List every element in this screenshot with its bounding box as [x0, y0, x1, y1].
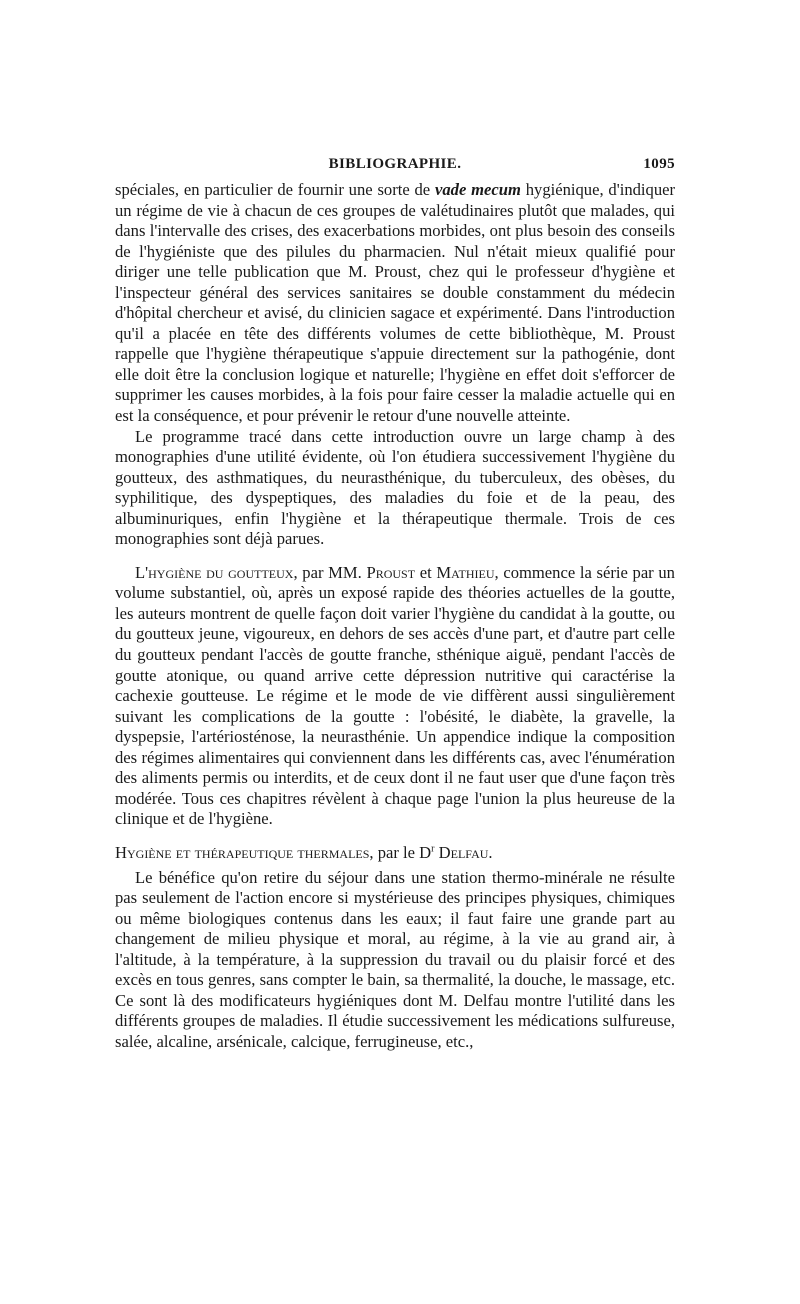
author-name: Delfau	[438, 842, 489, 862]
running-head	[115, 156, 675, 180]
text-run: , par le D	[369, 842, 432, 862]
text-run: .	[488, 842, 493, 862]
emphasis-vade-mecum: vade mecum	[435, 180, 521, 199]
review-hygiene-goutteux	[115, 563, 675, 830]
paragraph-thermales: Le bénéfice qu'on retire du séjour dans une station thermo-minérale ne résulte pas seulement de l'action encore si mystérieuse des principes physiques, chimiques ou même biologiques contenus dans les eaux; il faut faire une grande part au changement de milieu physique et moral, au régime, à la vie au grand air, à l'altitude, à la température, à la suppression du travail ou du plaisir forcé et des excès en tous genres, sans compter le bain, sa thermalité, la douche, le massage, etc. Ce sont là des modificateurs hygiéniques dont M. Delfau montre l'utilité dans les différents groupes de maladies. Il étudie successivement les médications sulfureuse, salée, alcaline, arsénicale, calcique, ferrugineuse, etc.,	[115, 867, 675, 1051]
paragraph-programme: Le programme tracé dans cette introduction ouvre un large champ à des monographies d'une utilité évidente, où l'on étudiera successivement l'hygiène du goutteux, des asthmatiques, du neurasthénique, du tuberculeux, des obèses, du syphilitique, des dyspeptiques, des maladies du foie et de la peau, des albuminuriques, enfin l'hygiène et la thérapeutique thermale. Trois de ces monographies sont déjà parues.	[115, 426, 675, 549]
review-heading-thermales	[115, 843, 675, 864]
text-run: et	[415, 562, 437, 582]
running-title: BIBLIOGRAPHIE.	[328, 156, 462, 172]
superscript: r	[431, 843, 435, 855]
author-name: Mathieu	[436, 562, 495, 582]
paragraph-continuation	[115, 180, 675, 427]
book-title: L'hygiène du goutteux	[135, 562, 294, 582]
text-run: , commence la série par un volume substantiel, où, après un exposé rapide des théories actuelles de la goutte, les auteurs montrent de quelle façon doit varier l'hygiène du candidat à la goutte, ou du goutteux jeune, vigoureux, en dehors de ses accès d'une part, et d'autre part celle du goutteux pendant l'accès de goutte franche, sthénique aiguë, pendant l'accès de goutte atonique, ou quand arrive cette dépression nutritive qui caractérise la cachexie goutteuse. Le régime et le mode de vie diffèrent aussi singulièrement suivant les complications de la goutte : l'obésité, le diabète, la gravelle, la dyspepsie, l'artériosténose, la neurasthénie. Un appendice indique la composition des régimes alimentaires qui conviennent dans les différents cas, avec l'énumération des aliments permis ou interdits, et de ceux dont il ne faut user que d'une façon très modérée. Tous ces chapitres révèlent à chaque page l'union la plus heureuse de la clinique et de l'hygiène.	[115, 562, 675, 829]
text-run: spéciales, en particulier de fournir une sorte de	[115, 180, 435, 199]
author-name: Proust	[366, 562, 416, 582]
page-number: 1095	[643, 156, 675, 172]
book-page	[115, 156, 675, 1052]
body-text	[115, 180, 675, 1052]
text-run: , par MM.	[293, 562, 367, 582]
text-run: hygiénique, d'indiquer un régime de vie à chacun de ces groupes de valétudinaires plutôt que malades, qui dans l'intervalle des crises, des exacerbations morbides, ont plus besoin des conseils de l'hygiéniste que des pilules du pharmacien. Nul n'était mieux qualifié pour diriger une telle publication que M. Proust, chez qui le professeur d'hygiène et l'inspecteur général des services sanitaires se double constamment du médecin d'hôpital chercheur et avisé, du clinicien sagace et expérimenté. Dans l'introduction qu'il a placée en tête des différents volumes de cette bibliothèque, M. Proust rappelle que l'hygiène thérapeutique s'appuie directement sur la pathogénie, dont elle doit être la conclusion logique et naturelle; l'hygiène en effet doit s'efforcer de supprimer les causes morbides, à la fois pour faire cesser la maladie actuelle qui en est la conséquence, et pour prévenir le retour d'une nouvelle atteinte.	[115, 180, 676, 426]
book-title: Hygiène et thérapeutique thermales	[115, 842, 370, 862]
